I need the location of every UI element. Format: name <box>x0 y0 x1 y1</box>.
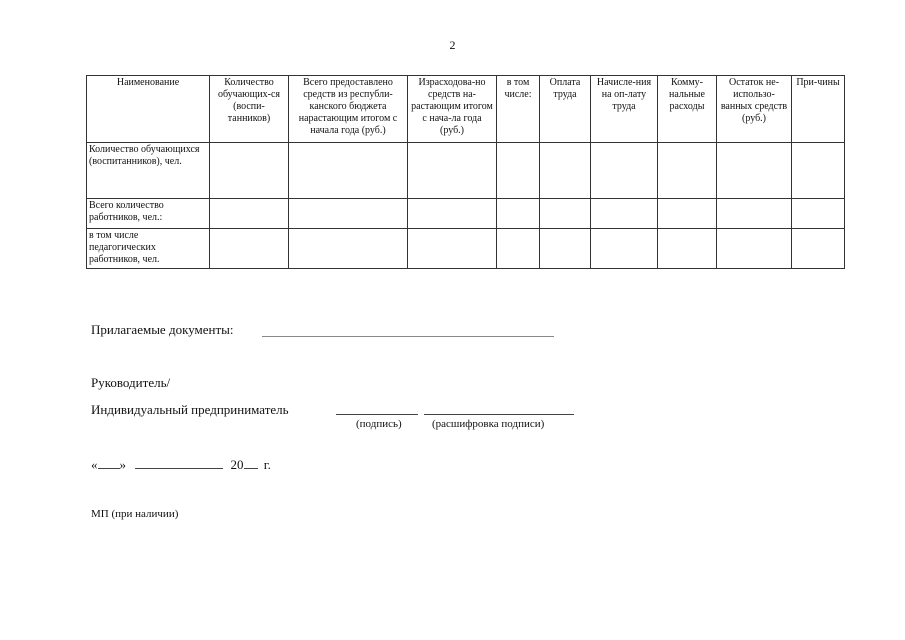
table-cell[interactable] <box>792 229 845 269</box>
header-name: Наименование <box>87 76 210 143</box>
table-cell[interactable] <box>540 143 591 199</box>
table-cell[interactable] <box>408 199 497 229</box>
table-row <box>87 143 845 199</box>
table-cell[interactable] <box>289 229 408 269</box>
table-cell[interactable] <box>540 229 591 269</box>
table-cell[interactable] <box>210 199 289 229</box>
entrepreneur-label: Индивидуальный предприниматель <box>91 402 289 417</box>
table-cell[interactable] <box>717 199 792 229</box>
table-cell[interactable] <box>717 143 792 199</box>
decoding-caption: (расшифровка подписи) <box>432 418 545 430</box>
header-including: в том числе: <box>497 76 540 143</box>
table-cell[interactable] <box>210 143 289 199</box>
row-label-employees[interactable]: Всего количество работников, чел.: <box>87 199 210 229</box>
table-cell[interactable] <box>792 143 845 199</box>
header-salary-charges: Начисле-ния на оп-лату труда <box>591 76 658 143</box>
table-cell[interactable] <box>408 229 497 269</box>
table-cell[interactable] <box>408 143 497 199</box>
table-cell[interactable] <box>540 199 591 229</box>
stamp-label: МП (при наличии) <box>91 508 179 520</box>
date-day-field[interactable] <box>98 456 120 469</box>
page-number: 2 <box>449 38 456 52</box>
table-cell[interactable] <box>591 199 658 229</box>
table-row <box>87 229 845 269</box>
signature-caption: (подпись) <box>356 418 402 430</box>
table-cell[interactable] <box>658 229 717 269</box>
table-row <box>87 199 845 229</box>
table-cell[interactable] <box>497 143 540 199</box>
header-spent: Израсходова-но средств на-растающим итогом с нача-ла года (руб.) <box>408 76 497 143</box>
date-year-suffix: г. <box>263 457 271 472</box>
header-total-provided: Всего предоставлено средств из республи-канского бюджета нарастающим итогом с начала года (руб.) <box>289 76 408 143</box>
table-cell[interactable] <box>591 229 658 269</box>
row-label-teachers[interactable]: в том числе педагогических работников, чел. <box>87 229 210 269</box>
header-utilities: Комму-нальные расходы <box>658 76 717 143</box>
table-cell[interactable] <box>717 229 792 269</box>
report-table <box>86 75 845 269</box>
head-label: Руководитель/ <box>91 375 171 390</box>
table-header-row <box>87 76 845 143</box>
date-year-prefix: 20 <box>230 457 244 472</box>
signature-decoding-field[interactable] <box>424 414 574 415</box>
table-cell[interactable] <box>792 199 845 229</box>
table-cell[interactable] <box>591 143 658 199</box>
date-open-quote: « <box>91 457 98 472</box>
date-month-field[interactable] <box>135 456 223 469</box>
attached-documents-field[interactable] <box>262 336 554 337</box>
table-cell[interactable] <box>658 143 717 199</box>
row-label-students[interactable]: Количество обучающихся (воспитанников), чел. <box>87 143 210 199</box>
table-cell[interactable] <box>289 143 408 199</box>
attached-documents-label: Прилагаемые документы: <box>91 322 234 337</box>
date-line <box>91 456 271 473</box>
date-year-field[interactable] <box>244 456 258 469</box>
header-students-count: Количество обучающих-ся (воспи-танников) <box>210 76 289 143</box>
header-reasons: При-чины <box>792 76 845 143</box>
table-cell[interactable] <box>210 229 289 269</box>
table-cell[interactable] <box>289 199 408 229</box>
table-cell[interactable] <box>497 229 540 269</box>
header-unused-balance: Остаток не-использо-ванных средств (руб.) <box>717 76 792 143</box>
signature-field[interactable] <box>336 414 418 415</box>
date-close-quote: » <box>119 457 126 472</box>
table-cell[interactable] <box>658 199 717 229</box>
header-salary: Оплата труда <box>540 76 591 143</box>
table-cell[interactable] <box>497 199 540 229</box>
